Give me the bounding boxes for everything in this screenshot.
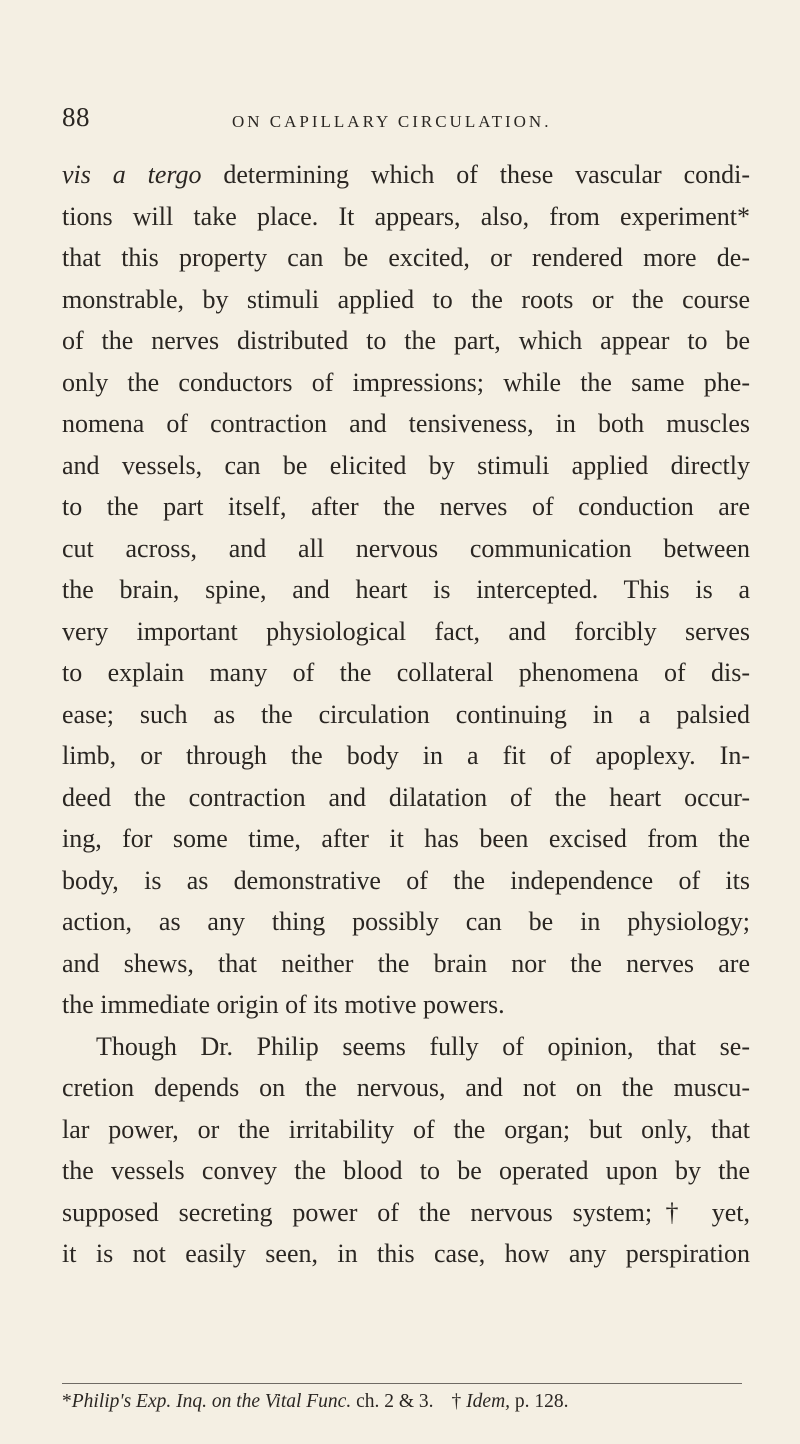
- latin-phrase: vis a tergo: [62, 160, 202, 189]
- text-line: the vessels convey the blood to be operated upon by the: [62, 1156, 750, 1185]
- text-line: to explain many of the collateral phenomena of dis-: [62, 658, 750, 687]
- text-line: that this property can be excited, or rendered more de-: [62, 243, 750, 272]
- page-number: 88: [62, 102, 90, 132]
- footnote-2-ref: p. 128.: [510, 1391, 569, 1412]
- page-header: [62, 102, 742, 142]
- text-line: of the nerves distributed to the part, which appear to be: [62, 326, 750, 355]
- text-line: monstrable, by stimuli applied to the roots or the course: [62, 284, 750, 314]
- text-line: to the part itself, after the nerves of conduction are: [62, 492, 750, 521]
- text-line: it is not easily seen, in this case, how any perspiration: [62, 1239, 750, 1268]
- paragraph-start-line: Though Dr. Philip seems fully of opinion, that se-: [96, 1031, 750, 1061]
- footnotes: [62, 1391, 752, 1413]
- text-line: limb, or through the body in a fit of apoplexy. In-: [62, 741, 750, 770]
- text-line: tions will take place. It appears, also, from experiment*: [62, 201, 750, 231]
- footnote-2-mark: †: [451, 1391, 462, 1412]
- footnote-1-mark: *: [62, 1391, 72, 1412]
- text-line-rest: determining which of these vascular condi-: [201, 160, 750, 189]
- text-line: very important physiological fact, and forcibly serves: [62, 616, 750, 646]
- body-text: [62, 154, 750, 1275]
- text-line: cretion depends on the nervous, and not on the muscu-: [62, 1073, 750, 1102]
- footnote-1-ref: ch. 2 & 3.: [351, 1391, 434, 1412]
- text-line: the immediate origin of its motive powers.: [62, 990, 505, 1019]
- text-line: the brain, spine, and heart is intercepted. This is a: [62, 575, 750, 604]
- text-line: supposed secreting power of the nervous system;† yet,: [62, 1197, 750, 1227]
- footnote-1-title: Philip's Exp. Inq. on the Vital Func.: [71, 1391, 352, 1412]
- text-line: action, as any thing possibly can be in physiology;: [62, 907, 750, 936]
- text-line: nomena of contraction and tensiveness, in both muscles: [62, 409, 750, 438]
- text-line: body, is as demonstrative of the independence of its: [62, 865, 750, 895]
- text-line: and shews, that neither the brain nor the nerves are: [62, 948, 750, 978]
- text-line: deed the contraction and dilatation of the heart occur-: [62, 782, 750, 812]
- footnote-2-title: Idem,: [466, 1391, 511, 1412]
- footnote-2: [452, 1391, 569, 1412]
- running-head: ON CAPILLARY CIRCULATION.: [232, 112, 552, 131]
- text-line: lar power, or the irritability of the organ; but only, that: [62, 1114, 750, 1144]
- text-line: only the conductors of impressions; while the same phe-: [62, 367, 750, 397]
- text-line: cut across, and all nervous communication between: [62, 533, 750, 563]
- footnote-1: [62, 1391, 434, 1412]
- text-line: ease; such as the circulation continuing in a palsied: [62, 699, 750, 729]
- footnote-rule: [62, 1383, 742, 1384]
- text-line: and vessels, can be elicited by stimuli applied directly: [62, 450, 750, 480]
- text-line: [62, 154, 750, 196]
- text-line: ing, for some time, after it has been excised from the: [62, 824, 750, 853]
